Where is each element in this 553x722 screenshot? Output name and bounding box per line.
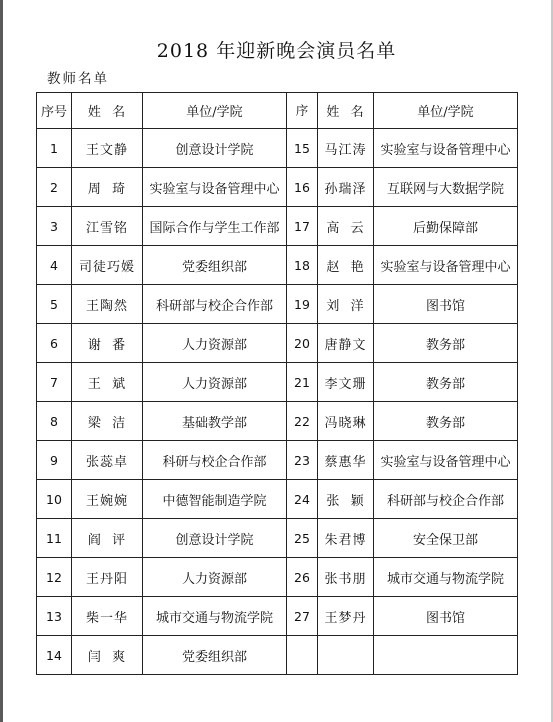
cell-name: 梁 洁 [72, 402, 143, 441]
table-row [37, 129, 518, 168]
cell-name-2 [318, 636, 374, 675]
cell-unit: 创意设计学院 [143, 519, 287, 558]
cell-name: 江雪铭 [72, 207, 143, 246]
cell-seq: 11 [37, 519, 72, 558]
cell-unit: 中德智能制造学院 [143, 480, 287, 519]
cell-unit: 党委组织部 [143, 246, 287, 285]
cell-unit: 科研部与校企合作部 [143, 285, 287, 324]
cell-unit: 党委组织部 [143, 636, 287, 675]
cell-seq: 12 [37, 558, 72, 597]
header-unit: 单位/学院 [143, 93, 287, 129]
cell-name: 柴一华 [72, 597, 143, 636]
cell-unit: 国际合作与学生工作部 [143, 207, 287, 246]
cell-unit-2: 教务部 [374, 363, 518, 402]
cell-seq: 10 [37, 480, 72, 519]
cell-seq: 14 [37, 636, 72, 675]
cell-seq: 8 [37, 402, 72, 441]
cell-unit-2: 科研部与校企合作部 [374, 480, 518, 519]
cell-unit: 基础教学部 [143, 402, 287, 441]
table-body [37, 129, 518, 675]
cell-unit-2: 教务部 [374, 402, 518, 441]
cell-seq: 13 [37, 597, 72, 636]
cell-seq-2: 23 [287, 441, 318, 480]
cell-seq-2: 20 [287, 324, 318, 363]
cell-unit-2: 图书馆 [374, 597, 518, 636]
table-row [37, 363, 518, 402]
cell-unit-2: 互联网与大数据学院 [374, 168, 518, 207]
table-row [37, 480, 518, 519]
cell-seq: 9 [37, 441, 72, 480]
performer-table [36, 92, 518, 675]
cell-seq: 1 [37, 129, 72, 168]
cell-name: 王 斌 [72, 363, 143, 402]
cell-name: 王文静 [72, 129, 143, 168]
header-name-2: 姓 名 [318, 93, 374, 129]
cell-name-2: 高 云 [318, 207, 374, 246]
cell-unit-2: 图书馆 [374, 285, 518, 324]
cell-unit: 科研与校企合作部 [143, 441, 287, 480]
cell-unit: 人力资源部 [143, 558, 287, 597]
header-name: 姓 名 [72, 93, 143, 129]
cell-name-2: 张 颖 [318, 480, 374, 519]
cell-name-2: 刘 洋 [318, 285, 374, 324]
cell-seq: 3 [37, 207, 72, 246]
cell-name-2: 孙瑞泽 [318, 168, 374, 207]
table-row [37, 324, 518, 363]
cell-unit-2: 后勤保障部 [374, 207, 518, 246]
table-row [37, 519, 518, 558]
cell-unit-2: 教务部 [374, 324, 518, 363]
cell-unit-2: 实验室与设备管理中心 [374, 129, 518, 168]
cell-name: 阎 评 [72, 519, 143, 558]
cell-seq: 6 [37, 324, 72, 363]
cell-unit: 人力资源部 [143, 324, 287, 363]
table-row [37, 246, 518, 285]
cell-seq: 2 [37, 168, 72, 207]
cell-name-2: 赵 艳 [318, 246, 374, 285]
cell-name: 王陶然 [72, 285, 143, 324]
cell-unit-2: 实验室与设备管理中心 [374, 441, 518, 480]
cell-seq-2: 22 [287, 402, 318, 441]
cell-name: 谢 番 [72, 324, 143, 363]
cell-name: 周 琦 [72, 168, 143, 207]
cell-name: 司徒巧媛 [72, 246, 143, 285]
table-row [37, 207, 518, 246]
cell-name-2: 唐静文 [318, 324, 374, 363]
cell-unit: 创意设计学院 [143, 129, 287, 168]
cell-name: 王婉婉 [72, 480, 143, 519]
table-row [37, 636, 518, 675]
cell-name-2: 王梦丹 [318, 597, 374, 636]
cell-name-2: 马江涛 [318, 129, 374, 168]
table-header-row [37, 93, 518, 129]
cell-unit-2: 安全保卫部 [374, 519, 518, 558]
cell-name-2: 朱君博 [318, 519, 374, 558]
table-row [37, 597, 518, 636]
cell-name: 闫 爽 [72, 636, 143, 675]
cell-seq-2: 18 [287, 246, 318, 285]
cell-unit-2: 实验室与设备管理中心 [374, 246, 518, 285]
header-seq-2: 序 [287, 93, 318, 129]
table-row [37, 168, 518, 207]
cell-seq-2: 16 [287, 168, 318, 207]
header-seq: 序号 [37, 93, 72, 129]
cell-name-2: 冯晓琳 [318, 402, 374, 441]
document-title: 2018 年迎新晚会演员名单 [156, 40, 397, 62]
table-row [37, 402, 518, 441]
table-row [37, 285, 518, 324]
cell-seq-2: 19 [287, 285, 318, 324]
cell-name: 王丹阳 [72, 558, 143, 597]
cell-unit-2 [374, 636, 518, 675]
cell-unit: 实验室与设备管理中心 [143, 168, 287, 207]
cell-seq-2: 21 [287, 363, 318, 402]
cell-seq-2: 26 [287, 558, 318, 597]
page-edge-left [0, 0, 3, 722]
cell-unit-2: 城市交通与物流学院 [374, 558, 518, 597]
cell-seq: 5 [37, 285, 72, 324]
cell-name-2: 蔡惠华 [318, 441, 374, 480]
cell-seq-2: 17 [287, 207, 318, 246]
cell-seq-2: 24 [287, 480, 318, 519]
cell-seq-2: 15 [287, 129, 318, 168]
cell-seq: 7 [37, 363, 72, 402]
cell-name: 张蕊卓 [72, 441, 143, 480]
cell-seq-2: 25 [287, 519, 318, 558]
cell-seq: 4 [37, 246, 72, 285]
cell-unit: 人力资源部 [143, 363, 287, 402]
section-subtitle: 教师名单 [47, 71, 109, 87]
cell-unit: 城市交通与物流学院 [143, 597, 287, 636]
cell-seq-2 [287, 636, 318, 675]
cell-name-2: 张书朋 [318, 558, 374, 597]
cell-seq-2: 27 [287, 597, 318, 636]
table-row [37, 441, 518, 480]
header-unit-2: 单位/学院 [374, 93, 518, 129]
cell-name-2: 李文珊 [318, 363, 374, 402]
table-row [37, 558, 518, 597]
